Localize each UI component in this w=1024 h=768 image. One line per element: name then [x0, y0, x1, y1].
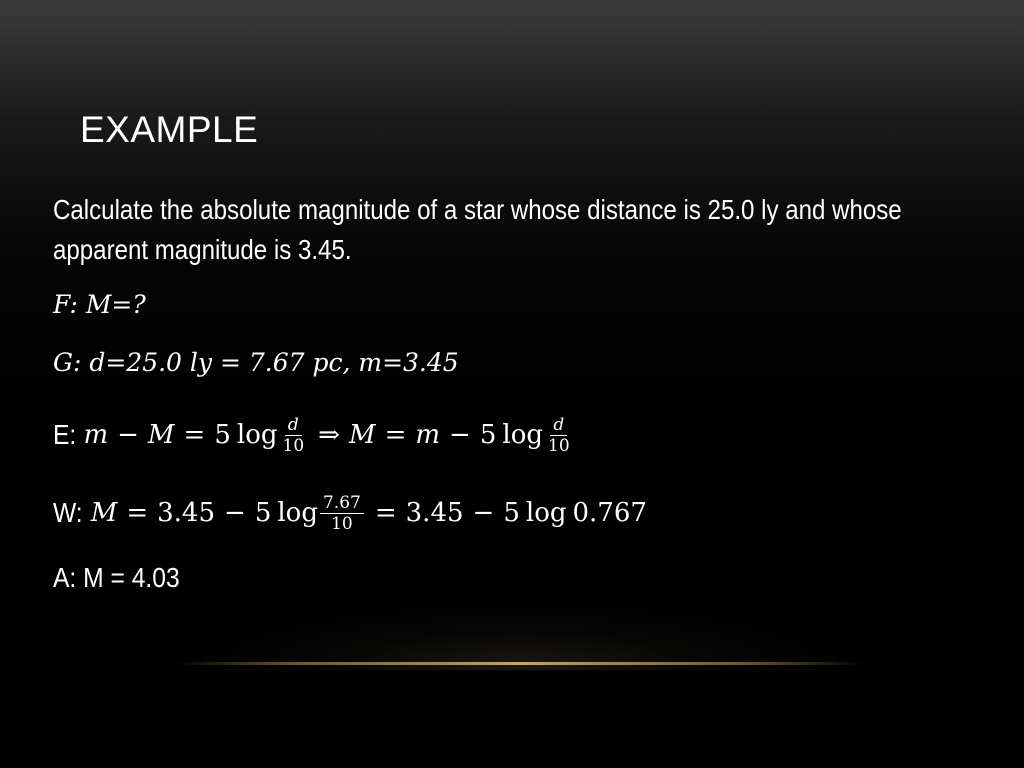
- work-absolute-mag: M: [90, 498, 118, 528]
- gold-divider-line: [175, 662, 865, 665]
- work-equals-2: =: [374, 498, 397, 528]
- answer-line: A: M = 4.03: [53, 562, 180, 593]
- eq-log: log: [236, 420, 278, 450]
- work-minus-2: −: [472, 498, 495, 528]
- eq-fraction-2: [545, 415, 573, 456]
- eq-equals: =: [183, 420, 206, 450]
- work-label: W:: [53, 497, 83, 528]
- work-fraction-denominator: 10: [331, 513, 353, 534]
- work-log-2: log: [525, 498, 567, 528]
- divider-glow: [180, 600, 860, 670]
- eq-implies: ⇒: [318, 420, 340, 450]
- work-apparent-value-2: 3.45: [405, 498, 464, 528]
- equation-label: E:: [53, 419, 77, 450]
- eq-fraction-2-numerator: d: [550, 415, 567, 436]
- work-fraction: [320, 493, 364, 534]
- work-line: [53, 481, 647, 545]
- eq-equals-2: =: [384, 420, 407, 450]
- eq-apparent-mag-2: m: [415, 420, 441, 450]
- given-line: G: d=25.0 ly = 7.67 pc, m=3.45: [53, 348, 459, 377]
- work-apparent-value: 3.45: [157, 498, 216, 528]
- eq-fraction: [280, 415, 308, 456]
- find-line: F: M=?: [53, 290, 146, 319]
- work-minus: −: [224, 498, 246, 528]
- eq-absolute-mag: M: [147, 420, 175, 450]
- eq-fraction-denominator: 10: [282, 435, 305, 456]
- slide-title: EXAMPLE: [80, 109, 259, 150]
- work-equals: =: [126, 498, 149, 528]
- eq-absolute-mag-2: M: [348, 420, 376, 450]
- equation-math: [83, 415, 574, 456]
- eq-apparent-mag: m: [83, 420, 109, 450]
- eq-five: 5: [214, 420, 231, 450]
- work-ratio: 0.767: [572, 498, 647, 528]
- eq-fraction-numerator: d: [285, 415, 302, 436]
- eq-minus-2: −: [449, 420, 471, 450]
- eq-log-2: log: [502, 420, 543, 450]
- problem-statement: Calculate the absolute magnitude of a star whose distance is 25.0 ly and whose apparent magnitude is 3.45.: [53, 194, 902, 265]
- work-log: log: [277, 498, 318, 528]
- eq-fraction-2-denominator: 10: [548, 435, 570, 456]
- eq-minus: −: [117, 420, 139, 450]
- work-five: 5: [254, 498, 272, 528]
- work-five-2: 5: [503, 498, 520, 528]
- eq-five-2: 5: [479, 420, 497, 450]
- work-fraction-numerator: 7.67: [320, 493, 364, 514]
- equation-line: [53, 403, 575, 467]
- work-math: [91, 493, 647, 534]
